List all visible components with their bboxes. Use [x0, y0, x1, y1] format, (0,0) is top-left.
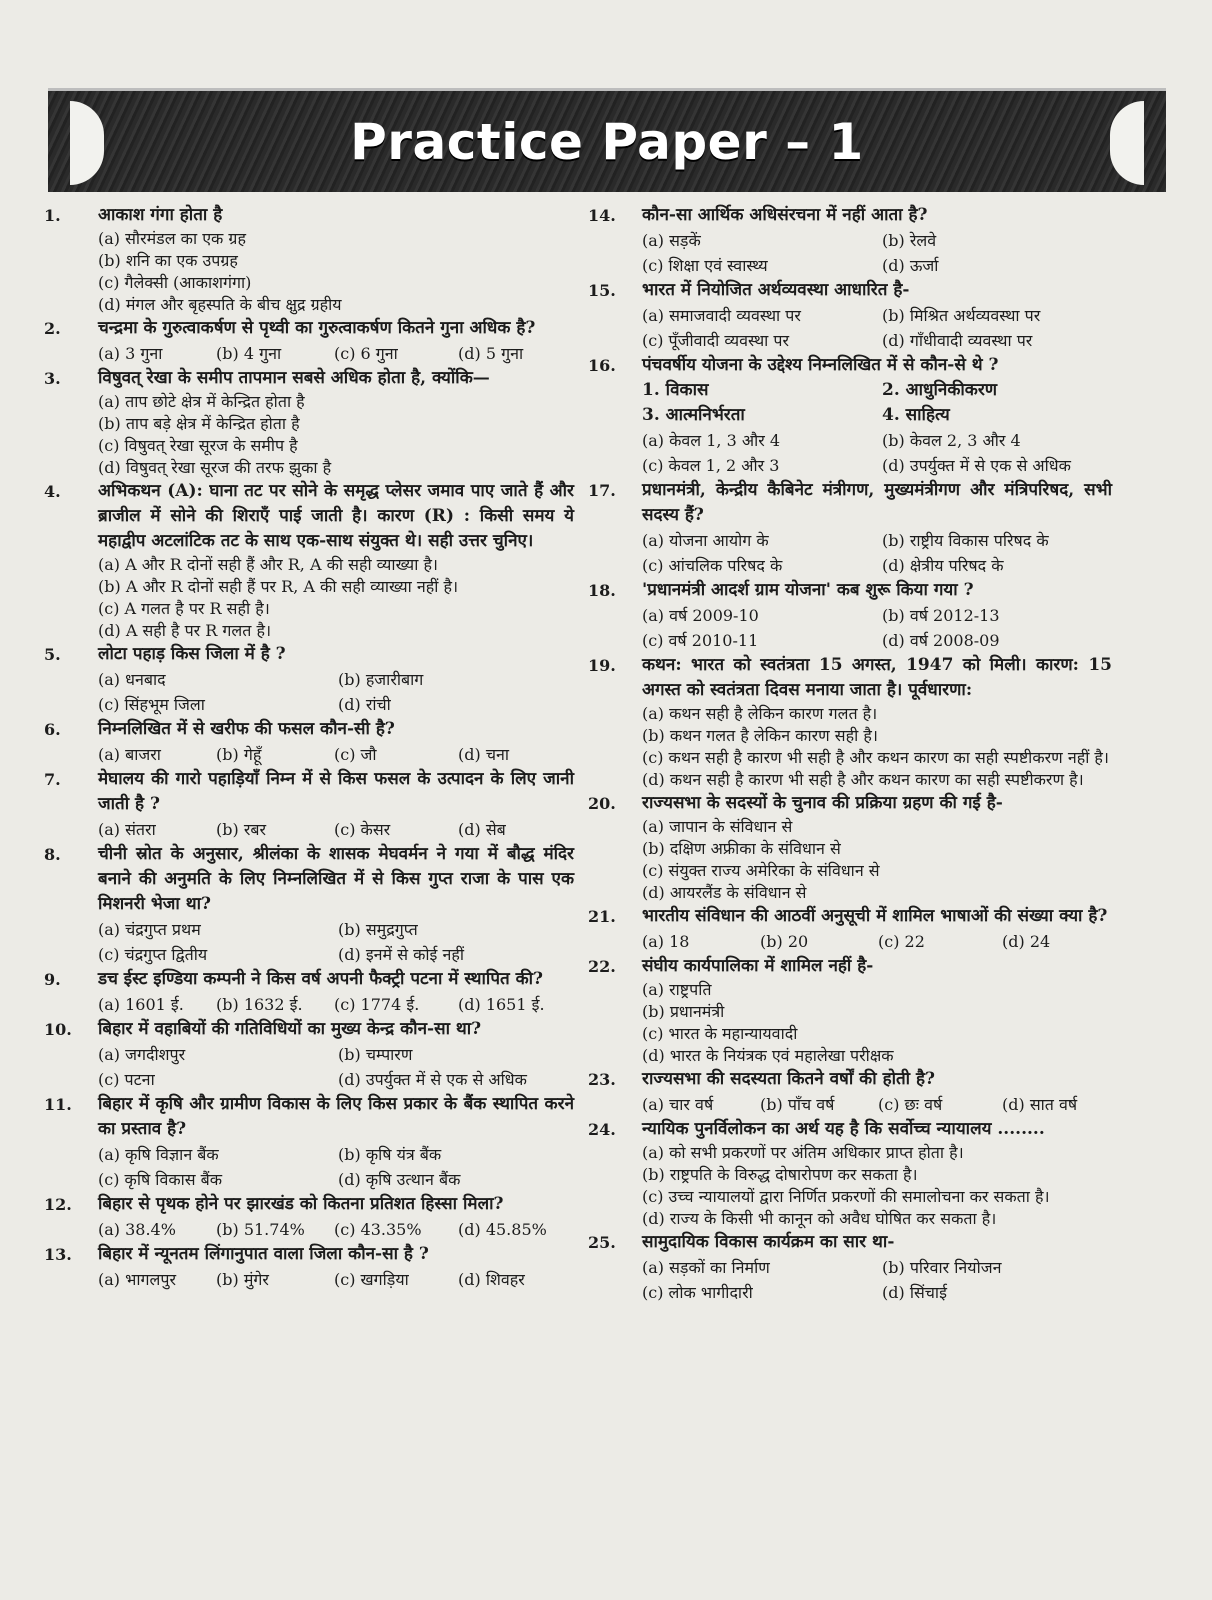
answer-option: (a) कृषि विज्ञान बैंक — [98, 1145, 219, 1164]
answer-option: (c) खगड़िया — [334, 1270, 409, 1289]
question-text: संघीय कार्यपालिका में शामिल नहीं है- — [642, 956, 874, 976]
question-number: 7. — [44, 770, 61, 789]
answer-option: (b) केवल 2, 3 और 4 — [882, 431, 1021, 450]
answer-option: (d) उपर्युक्त में से एक से अधिक — [338, 1070, 527, 1089]
answer-option: (c) गैलेक्सी (आकाशगंगा) — [98, 273, 252, 292]
banner-left-cap — [70, 101, 104, 185]
question-number: 24. — [588, 1120, 616, 1139]
answer-option: (b) 20 — [760, 932, 809, 951]
answer-option: (b) 51.74% — [216, 1220, 305, 1239]
answer-options — [642, 528, 1112, 578]
question-text: निम्नलिखित में से खरीफ की फसल कौन-सी है? — [98, 719, 395, 739]
question-text: प्रधानमंत्री, केन्द्रीय कैबिनेट मंत्रीगण, मुख्यमंत्रीगण और मंत्रिपरिषद, सभी सदस्य हैं? — [642, 480, 1112, 525]
answer-option: (a) ताप छोटे क्षेत्र में केन्द्रित होता है — [98, 392, 305, 411]
page-title: Practice Paper – 1 — [350, 112, 864, 171]
answer-option: (c) कृषि विकास बैंक — [98, 1170, 223, 1189]
question-number: 17. — [588, 481, 616, 500]
question-text: कौन-सा आर्थिक अधिसंरचना में नहीं आता है? — [642, 205, 928, 225]
right-column — [588, 203, 1112, 1305]
question-item — [588, 1117, 1112, 1230]
answer-option: (c) केसर — [334, 820, 391, 839]
question-item — [588, 578, 1112, 653]
statement-item: 4. साहित्य — [882, 405, 950, 425]
question-item — [44, 1242, 574, 1292]
answer-option: (d) शिवहर — [458, 1270, 525, 1289]
answer-option: (d) मंगल और बृहस्पति के बीच क्षुद्र ग्रहीय — [98, 295, 342, 314]
answer-options — [98, 992, 574, 1017]
answer-option: (a) योजना आयोग के — [642, 531, 769, 550]
answer-option: (c) विषुवत् रेखा सूरज के समीप है — [98, 436, 298, 455]
question-item — [44, 642, 574, 717]
answer-options — [98, 917, 574, 967]
answer-option: (a) राष्ट्रपति — [642, 980, 712, 999]
answer-option: (b) पाँच वर्ष — [760, 1095, 835, 1114]
question-item — [44, 316, 574, 366]
answer-option: (d) कृषि उत्थान बैंक — [338, 1170, 461, 1189]
left-column — [44, 203, 574, 1292]
question-item — [44, 767, 574, 842]
question-item — [588, 353, 1112, 478]
answer-option: (c) 6 गुना — [334, 344, 398, 363]
answer-options — [642, 428, 1112, 478]
answer-option: (a) सड़कों का निर्माण — [642, 1258, 770, 1277]
question-text: राज्यसभा के सदस्यों के चुनाव की प्रक्रिया ग्रहण की गई है- — [642, 793, 1003, 813]
answer-option: (d) 5 गुना — [458, 344, 524, 363]
answer-option: (b) रेलवे — [882, 231, 937, 250]
answer-option: (d) कथन सही है कारण भी सही है और कथन कारण का सही स्पष्टीकरण है। — [642, 770, 1084, 789]
question-text: बिहार में वहाबियों की गतिविधियों का मुख्य केन्द्र कौन-सा था? — [98, 1019, 482, 1039]
question-item — [44, 1017, 574, 1092]
question-item — [44, 479, 574, 642]
answer-option: (c) पूँजीवादी व्यवस्था पर — [642, 331, 790, 350]
answer-option: (c) जौ — [334, 745, 377, 764]
answer-option: (b) प्रधानमंत्री — [642, 1002, 725, 1021]
answer-option: (a) 38.4% — [98, 1220, 176, 1239]
answer-option: (a) 3 गुना — [98, 344, 163, 363]
answer-option: (d) ऊर्जा — [882, 256, 939, 275]
answer-option: (c) 22 — [878, 932, 925, 951]
answer-option: (a) बाजरा — [98, 745, 161, 764]
answer-option: (c) संयुक्त राज्य अमेरिका के संविधान से — [642, 861, 880, 880]
answer-option: (c) आंचलिक परिषद के — [642, 556, 783, 575]
question-text: आकाश गंगा होता है — [98, 205, 223, 225]
question-number: 22. — [588, 957, 616, 976]
question-item — [44, 366, 574, 479]
answer-option: (d) राज्य के किसी भी कानून को अवैध घोषित कर सकता है। — [642, 1209, 997, 1228]
answer-option: (c) भारत के महान्यायवादी — [642, 1024, 798, 1043]
answer-options — [642, 1255, 1112, 1305]
answer-option: (b) कृषि यंत्र बैंक — [338, 1145, 442, 1164]
answer-option: (a) चंद्रगुप्त प्रथम — [98, 920, 201, 939]
answer-option: (d) वर्ष 2008-09 — [882, 631, 1000, 650]
question-item — [44, 1192, 574, 1242]
answer-option: (a) केवल 1, 3 और 4 — [642, 431, 781, 450]
answer-option: (b) A और R दोनों सही हैं पर R, A की सही व्याख्या नहीं है। — [98, 577, 459, 596]
answer-option: (c) 43.35% — [334, 1220, 422, 1239]
answer-options — [642, 929, 1112, 954]
answer-options — [98, 1267, 574, 1292]
answer-option: (b) वर्ष 2012-13 — [882, 606, 1000, 625]
answer-option: (b) 1632 ई. — [216, 995, 303, 1014]
question-text: बिहार से पृथक होने पर झारखंड को कितना प्रतिशत हिस्सा मिला? — [98, 1194, 504, 1214]
question-text: न्यायिक पुनर्विलोकन का अर्थ यह है कि सर्वोच्च न्यायालय ........ — [642, 1119, 1045, 1139]
answer-option: (a) वर्ष 2009-10 — [642, 606, 759, 625]
title-banner — [48, 88, 1166, 192]
answer-option: (d) इनमें से कोई नहीं — [338, 945, 464, 964]
question-number: 14. — [588, 206, 616, 225]
answer-option: (b) 4 गुना — [216, 344, 282, 363]
question-text: चीनी स्रोत के अनुसार, श्रीलंका के शासक मेघवर्मन ने गया में बौद्ध मंदिर बनाने की अनुमति के लिए निम्नलिखित में से किस गुप्त राजा के पास एक मिशनरी भेजा था? — [98, 844, 574, 914]
answer-options — [642, 303, 1112, 353]
question-item — [44, 203, 574, 316]
answer-option: (d) सात वर्ष — [1002, 1095, 1078, 1114]
answer-option: (c) चंद्रगुप्त द्वितीय — [98, 945, 208, 964]
question-item — [588, 904, 1112, 954]
question-number: 10. — [44, 1020, 72, 1039]
answer-option: (c) छः वर्ष — [878, 1095, 943, 1114]
answer-option: (d) सेब — [458, 820, 506, 839]
answer-option: (b) ताप बड़े क्षेत्र में केन्द्रित होता है — [98, 414, 300, 433]
answer-option: (d) 45.85% — [458, 1220, 547, 1239]
question-number: 9. — [44, 970, 61, 989]
answer-option: (a) जापान के संविधान से — [642, 817, 793, 836]
answer-option: (b) शनि का एक उपग्रह — [98, 251, 238, 270]
answer-option: (d) सिंचाई — [882, 1283, 947, 1302]
answer-option: (c) A गलत है पर R सही है। — [98, 599, 270, 618]
answer-option: (b) राष्ट्रीय विकास परिषद के — [882, 531, 1049, 550]
answer-option: (a) संतरा — [98, 820, 156, 839]
answer-options — [98, 742, 574, 767]
answer-option: (d) A सही है पर R गलत है। — [98, 621, 272, 640]
answer-option: (a) चार वर्ष — [642, 1095, 714, 1114]
answer-option: (a) 18 — [642, 932, 690, 951]
question-number: 8. — [44, 845, 61, 864]
question-number: 25. — [588, 1233, 616, 1252]
question-text: बिहार में कृषि और ग्रामीण विकास के लिए किस प्रकार के बैंक स्थापित करने का प्रस्ताव है? — [98, 1094, 574, 1139]
answer-options — [642, 1092, 1112, 1117]
question-text: राज्यसभा की सदस्यता कितने वर्षों की होती है? — [642, 1069, 935, 1089]
answer-option: (c) 1774 ई. — [334, 995, 420, 1014]
question-text: मेघालय की गारो पहाड़ियाँ निम्न में से किस फसल के उत्पादन के लिए जानी जाती है ? — [98, 769, 574, 814]
statement-item: 2. आधुनिकीकरण — [882, 380, 998, 400]
question-item — [588, 1230, 1112, 1305]
answer-options — [98, 817, 574, 842]
question-number: 12. — [44, 1195, 72, 1214]
question-text: लोटा पहाड़ किस जिला में है ? — [98, 644, 286, 664]
answer-option: (a) सौरमंडल का एक ग्रह — [98, 229, 246, 248]
answer-option: (b) चम्पारण — [338, 1045, 413, 1064]
answer-option: (b) मिश्रित अर्थव्यवस्था पर — [882, 306, 1041, 325]
answer-option: (c) लोक भागीदारी — [642, 1283, 753, 1302]
answer-options — [98, 1142, 574, 1192]
question-text: सामुदायिक विकास कार्यक्रम का सार था- — [642, 1232, 895, 1252]
answer-option: (b) कथन गलत है लेकिन कारण सही है। — [642, 726, 878, 745]
answer-option: (b) हजारीबाग — [338, 670, 424, 689]
statement-list — [642, 378, 1112, 428]
question-text: भारत में नियोजित अर्थव्यवस्था आधारित है- — [642, 280, 910, 300]
question-number: 1. — [44, 206, 61, 225]
question-item — [588, 478, 1112, 578]
answer-option: (d) रांची — [338, 695, 391, 714]
answer-option: (a) जगदीशपुर — [98, 1045, 186, 1064]
answer-options — [642, 228, 1112, 278]
answer-option: (d) भारत के नियंत्रक एवं महालेखा परीक्षक — [642, 1046, 894, 1065]
question-text: बिहार में न्यूनतम लिंगानुपात वाला जिला कौन-सा है ? — [98, 1244, 429, 1264]
question-text: अभिकथन (A): घाना तट पर सोने के समृद्ध प्लेसर जमाव पाए जाते हैं और ब्राजील में सोने की शिराएँ पाई जाती है। कारण (R) : किसी समय ये महाद्वीप अटलांटिक तट के साथ एक-साथ संयुक्त थे। सही उत्तर चुनिए। — [98, 481, 574, 551]
answer-option: (a) 1601 ई. — [98, 995, 184, 1014]
answer-option: (a) भागलपुर — [98, 1270, 176, 1289]
answer-option: (c) उच्च न्यायालयों द्वारा निर्णित प्रकरणों की समालोचना कर सकता है। — [642, 1187, 1050, 1206]
question-text: पंचवर्षीय योजना के उद्देश्य निम्नलिखित में से कौन-से थे ? — [642, 355, 999, 375]
answer-option: (b) रबर — [216, 820, 267, 839]
answer-option: (c) वर्ष 2010-11 — [642, 631, 759, 650]
question-item — [44, 717, 574, 767]
question-text: कथन: भारत को स्वतंत्रता 15 अगस्त, 1947 को मिली। कारण: 15 अगस्त को स्वतंत्रता दिवस मनाया जाता है। पूर्वधारणा: — [642, 655, 1112, 700]
answer-option: (a) को सभी प्रकरणों पर अंतिम अधिकार प्राप्त होता है। — [642, 1143, 964, 1162]
answer-option: (a) सड़कें — [642, 231, 701, 250]
question-number: 6. — [44, 720, 61, 739]
answer-option: (d) उपर्युक्त में से एक से अधिक — [882, 456, 1071, 475]
answer-options — [98, 341, 574, 366]
answer-option: (b) राष्ट्रपति के विरुद्ध दोषारोपण कर सकता है। — [642, 1165, 918, 1184]
answer-option: (c) कथन सही है कारण भी सही है और कथन कारण का सही स्पष्टीकरण नहीं है। — [642, 748, 1109, 767]
answer-option: (d) विषुवत् रेखा सूरज की तरफ झुका है — [98, 458, 332, 477]
question-number: 15. — [588, 281, 616, 300]
question-number: 4. — [44, 482, 61, 501]
answer-option: (d) क्षेत्रीय परिषद के — [882, 556, 1004, 575]
question-text: डच ईस्ट इण्डिया कम्पनी ने किस वर्ष अपनी फैक्ट्री पटना में स्थापित की? — [98, 969, 544, 989]
question-number: 18. — [588, 581, 616, 600]
answer-option: (c) पटना — [98, 1070, 155, 1089]
answer-option: (b) मुंगेर — [216, 1270, 269, 1289]
answer-options — [98, 667, 574, 717]
answer-option: (b) गेहूँ — [216, 745, 262, 764]
answer-option: (d) आयरलैंड के संविधान से — [642, 883, 807, 902]
question-item — [588, 203, 1112, 278]
question-number: 13. — [44, 1245, 72, 1264]
answer-option: (a) कथन सही है लेकिन कारण गलत है। — [642, 704, 878, 723]
question-number: 2. — [44, 319, 61, 338]
answer-option: (b) दक्षिण अफ्रीका के संविधान से — [642, 839, 841, 858]
statement-item: 1. विकास — [642, 380, 709, 400]
question-item — [588, 653, 1112, 791]
question-number: 11. — [44, 1095, 72, 1114]
answer-option: (c) केवल 1, 2 और 3 — [642, 456, 780, 475]
question-text: 'प्रधानमंत्री आदर्श ग्राम योजना' कब शुरू किया गया ? — [642, 580, 974, 600]
question-item — [44, 967, 574, 1017]
question-number: 20. — [588, 794, 616, 813]
answer-option: (d) गाँधीवादी व्यवस्था पर — [882, 331, 1033, 350]
question-number: 3. — [44, 369, 61, 388]
answer-option: (a) समाजवादी व्यवस्था पर — [642, 306, 801, 325]
answer-option: (c) शिक्षा एवं स्वास्थ्य — [642, 256, 768, 275]
answer-options — [98, 1217, 574, 1242]
answer-option: (a) A और R दोनों सही हैं और R, A की सही व्याख्या है। — [98, 555, 438, 574]
question-number: 23. — [588, 1070, 616, 1089]
answer-option: (b) समुद्रगुप्त — [338, 920, 418, 939]
question-item — [588, 1067, 1112, 1117]
question-text: भारतीय संविधान की आठवीं अनुसूची में शामिल भाषाओं की संख्या क्या है? — [642, 906, 1108, 926]
question-number: 19. — [588, 656, 616, 675]
statement-item: 3. आत्मनिर्भरता — [642, 405, 745, 425]
answer-option: (a) धनबाद — [98, 670, 166, 689]
answer-option: (b) परिवार नियोजन — [882, 1258, 1002, 1277]
answer-options — [642, 603, 1112, 653]
question-number: 21. — [588, 907, 616, 926]
banner-right-cap — [1110, 101, 1144, 185]
answer-options — [98, 1042, 574, 1092]
question-item — [588, 954, 1112, 1067]
answer-option: (c) सिंहभूम जिला — [98, 695, 205, 714]
answer-option: (d) 1651 ई. — [458, 995, 545, 1014]
question-number: 5. — [44, 645, 61, 664]
question-text: चन्द्रमा के गुरुत्वाकर्षण से पृथ्वी का गुरुत्वाकर्षण कितने गुना अधिक है? — [98, 318, 536, 338]
answer-option: (d) 24 — [1002, 932, 1051, 951]
question-text: विषुवत् रेखा के समीप तापमान सबसे अधिक होता है, क्योंकि— — [98, 368, 490, 388]
answer-option: (d) चना — [458, 745, 509, 764]
question-number: 16. — [588, 356, 616, 375]
question-item — [588, 791, 1112, 904]
question-item — [44, 842, 574, 967]
question-item — [44, 1092, 574, 1192]
question-item — [588, 278, 1112, 353]
